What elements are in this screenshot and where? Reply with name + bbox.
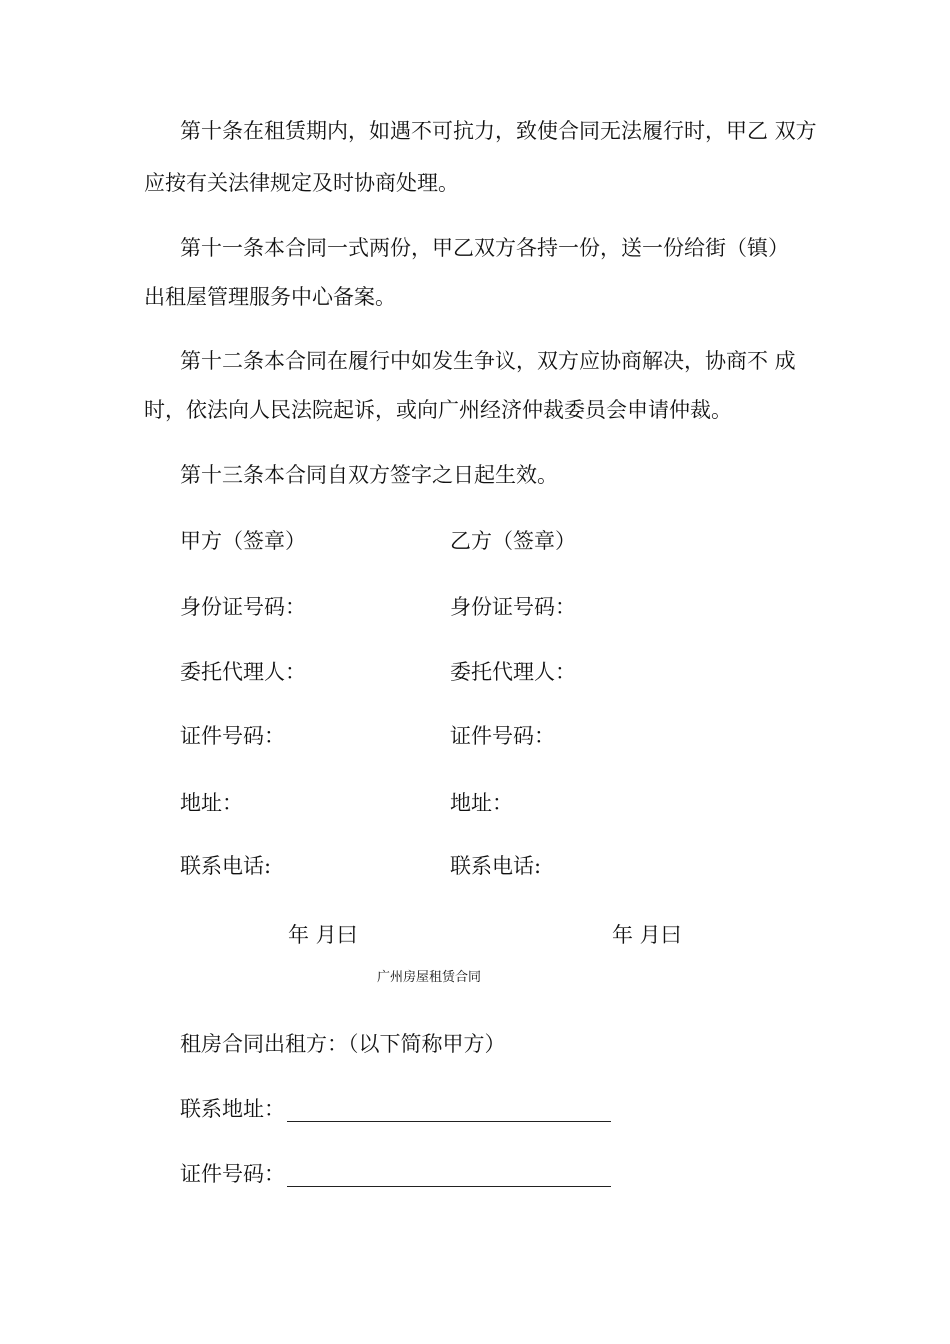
clause-13-line-1: 第十三条本合同自双方签字之日起生效。 bbox=[180, 463, 558, 487]
party-b-seal: 乙方（签章） bbox=[450, 529, 576, 553]
party-b-address: 地址： bbox=[450, 791, 513, 815]
party-a-agent: 委托代理人： bbox=[180, 660, 306, 684]
contact-address-row bbox=[180, 1096, 611, 1122]
cert-number-label: 证件号码： bbox=[180, 1162, 285, 1186]
footer-title: 广州房屋租赁合同 bbox=[377, 970, 482, 985]
clause-10-line-1: 第十条在租赁期内，如遇不可抗力，致使合同无法履行时，甲乙 双方 bbox=[180, 119, 817, 143]
clause-12-line-1: 第十二条本合同在履行中如发生争议，双方应协商解决，协商不 成 bbox=[180, 349, 796, 373]
party-a-seal: 甲方（签章） bbox=[180, 529, 306, 553]
clause-11-line-1: 第十一条本合同一式两份，甲乙双方各持一份，送一份给街（镇） bbox=[180, 236, 789, 260]
party-b-cert-number: 证件号码： bbox=[450, 724, 555, 748]
contact-address-label: 联系地址： bbox=[180, 1097, 285, 1121]
party-a-phone: 联系电话: bbox=[180, 854, 272, 878]
party-a-cert-number: 证件号码： bbox=[180, 724, 285, 748]
party-b-agent: 委托代理人： bbox=[450, 660, 576, 684]
cert-number-row bbox=[180, 1161, 611, 1187]
clause-10-line-2: 应按有关法律规定及时协商处理。 bbox=[144, 171, 459, 195]
party-a-date: 年 月曰 bbox=[288, 923, 358, 947]
party-a-address: 地址： bbox=[180, 791, 243, 815]
lessor-line: 租房合同出租方：（以下简称甲方） bbox=[180, 1032, 506, 1056]
clause-11-line-2: 出租屋管理服务中心备案。 bbox=[144, 285, 396, 309]
clause-12-line-2: 时，依法向人民法院起诉，或向广州经济仲裁委员会申请仲裁。 bbox=[144, 398, 732, 422]
party-b-id-number: 身份证号码： bbox=[450, 595, 576, 619]
contact-address-blank bbox=[287, 1101, 611, 1122]
party-b-date: 年 月曰 bbox=[612, 923, 682, 947]
cert-number-blank bbox=[287, 1166, 611, 1187]
party-b-phone: 联系电话: bbox=[450, 854, 542, 878]
party-a-id-number: 身份证号码： bbox=[180, 595, 306, 619]
